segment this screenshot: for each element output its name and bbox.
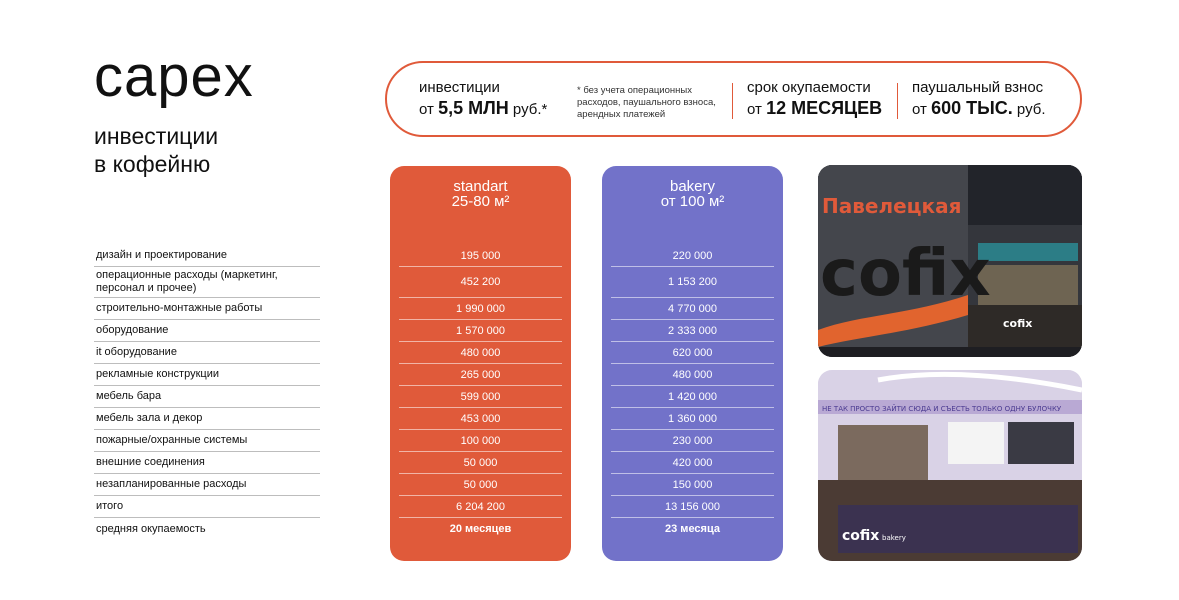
summary-investment [419, 79, 547, 121]
standart-header [390, 166, 571, 209]
standart-value-7: 453 000 [399, 408, 562, 430]
cost-item-label-9: внешние соединения [94, 452, 320, 474]
standart-values [399, 245, 562, 540]
photo-logo-small: cofix [1003, 317, 1033, 330]
bakery-column [602, 166, 783, 561]
summary-payback [747, 79, 882, 121]
bakery-interior-illustration [818, 370, 1082, 561]
standart-value-5: 265 000 [399, 364, 562, 386]
bakery-value-9: 420 000 [611, 452, 774, 474]
photo-banner-text: НЕ ТАК ПРОСТО ЗАЙТИ СЮДА И СЪЕСТЬ ТОЛЬКО ОДНУ БУЛОЧКУ [822, 405, 1062, 413]
bakery-value-7: 1 360 000 [611, 408, 774, 430]
standart-value-6: 599 000 [399, 386, 562, 408]
bakery-value-11: 13 156 000 [611, 496, 774, 518]
cost-item-label-12: средняя окупаемость [96, 522, 206, 535]
bakery-value-12: 23 месяца [665, 523, 720, 535]
cost-item-label-1: операционные расходы (маркетинг, персонал и прочее) [94, 267, 320, 298]
fee-value: от 600 ТЫС. руб. [912, 98, 1046, 118]
payback-value: от 12 МЕСЯЦЕВ [747, 98, 883, 118]
payback-label: срок окупаемости [747, 79, 871, 96]
subtitle [94, 122, 218, 178]
standart-value-8: 100 000 [399, 430, 562, 452]
standart-area: 25-80 м² [451, 193, 510, 210]
standart-title: standart [453, 178, 508, 195]
cost-item-label-8: пожарные/охранные системы [94, 430, 320, 452]
cost-item-label-4: it оборудование [94, 342, 320, 364]
standart-value-0: 195 000 [399, 245, 562, 267]
summary-fee [912, 79, 1046, 121]
investment-note: * без учета операционных расходов, паушального взноса, арендных платежей [577, 85, 716, 120]
bakery-title: bakery [669, 178, 716, 195]
cafe-photo-standart [818, 165, 1082, 357]
investment-value: от 5,5 МЛН руб.* [419, 98, 548, 118]
photo-logo-text: cofix [820, 237, 991, 311]
photo-sign-text: Павелецкая [822, 194, 962, 218]
bakery-header [602, 166, 783, 209]
bakery-value-6: 1 420 000 [611, 386, 774, 408]
subtitle-line-1: инвестиции [94, 123, 219, 149]
fee-label: паушальный взнос [912, 79, 1044, 96]
standart-value-11: 6 204 200 [399, 496, 562, 518]
cost-item-label-7: мебель зала и декор [94, 408, 320, 430]
bakery-value-3: 2 333 000 [611, 320, 774, 342]
cost-item-label-10: незапланированные расходы [94, 474, 320, 496]
standart-value-10: 50 000 [399, 474, 562, 496]
brand-title: capex [94, 44, 254, 109]
standart-column [390, 166, 571, 561]
cost-item-label-5: рекламные конструкции [94, 364, 320, 386]
bakery-value-4: 620 000 [611, 342, 774, 364]
cafe-photo-bakery [818, 370, 1082, 561]
bakery-value-0: 220 000 [611, 245, 774, 267]
bakery-value-8: 230 000 [611, 430, 774, 452]
subtitle-line-2: в кофейню [94, 151, 211, 177]
standart-value-3: 1 570 000 [399, 320, 562, 342]
bakery-area: от 100 м² [660, 193, 725, 210]
bakery-value-10: 150 000 [611, 474, 774, 496]
cost-item-label-11: итого [94, 496, 320, 518]
summary-divider-2 [897, 83, 898, 119]
cost-item-label-3: оборудование [94, 320, 320, 342]
cost-items-list [94, 245, 320, 540]
cost-item-label-2: строительно-монтажные работы [94, 298, 320, 320]
standart-value-4: 480 000 [399, 342, 562, 364]
photo-bakery-logo: cofix [842, 528, 880, 544]
cafe-interior-illustration [818, 165, 1082, 357]
summary-divider-1 [732, 83, 733, 119]
standart-value-9: 50 000 [399, 452, 562, 474]
standart-value-12: 20 месяцев [449, 523, 512, 535]
bakery-value-5: 480 000 [611, 364, 774, 386]
bakery-value-1: 1 153 200 [611, 267, 774, 298]
summary-pill [385, 61, 1082, 137]
bakery-values [611, 245, 774, 540]
cost-item-label-6: мебель бара [94, 386, 320, 408]
photo-bakery-sub: bakery [882, 534, 906, 542]
standart-value-2: 1 990 000 [399, 298, 562, 320]
standart-value-1: 452 200 [399, 267, 562, 298]
bakery-value-2: 4 770 000 [611, 298, 774, 320]
investment-label: инвестиции [419, 79, 500, 96]
cost-item-label-0: дизайн и проектирование [94, 245, 320, 267]
